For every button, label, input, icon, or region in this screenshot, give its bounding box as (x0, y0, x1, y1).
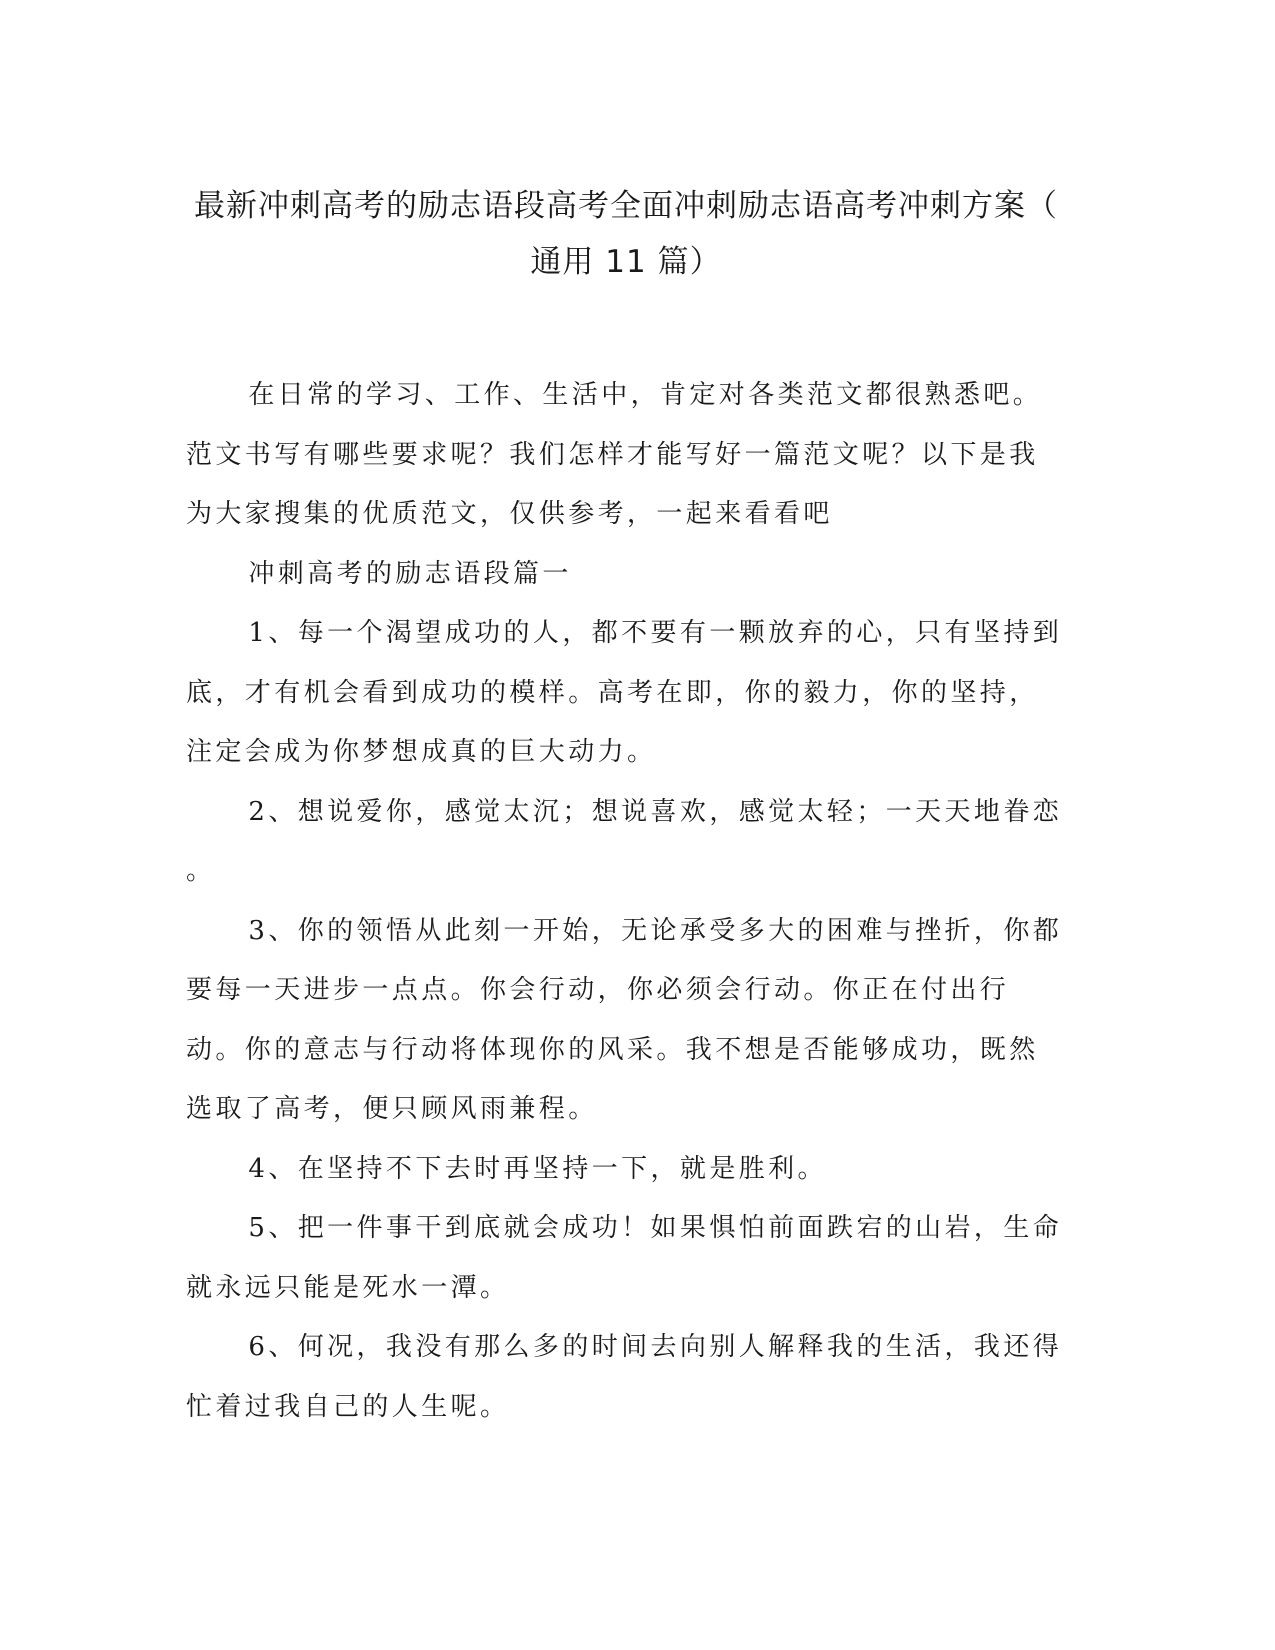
title-line-2: 通用 11 篇） (530, 244, 722, 280)
quote-paragraph-3: 3、你的领悟从此刻一开始，无论承受多大的困难与挫折，你都要每一天进步一点点。你会行动，你必须会行动。你正在付出行动。你的意志与行动将体现你的风采。我不想是否能够成功，既然选取了高考，便只顾风雨兼程。 (186, 915, 1063, 1124)
document-body (186, 366, 1066, 1437)
title-line-1: 最新冲刺高考的励志语段高考全面冲刺励志语高考冲刺方案（ (194, 188, 1058, 224)
quote-paragraph-1: 1、每一个渴望成功的人，都不要有一颗放弃的心，只有坚持到底，才有机会看到成功的模样。高考在即，你的毅力，你的坚持，注定会成为你梦想成真的巨大动力。 (186, 618, 1063, 767)
quote-paragraph-6: 6、何况，我没有那么多的时间去向别人解释我的生活，我还得忙着过我自己的人生呢。 (186, 1332, 1063, 1422)
document-title (186, 178, 1066, 290)
quote-paragraph-5: 5、把一件事干到底就会成功！如果惧怕前面跌宕的山岩，生命就永远只能是死水一潭。 (186, 1213, 1063, 1303)
quote-paragraph-2: 2、想说爱你，感觉太沉；想说喜欢，感觉太轻；一天天地眷恋 (248, 796, 1063, 827)
intro-paragraph: 在日常的学习、工作、生活中，肯定对各类范文都很熟悉吧。范文书写有哪些要求呢？我们怎样才能写好一篇范文呢？以下是我为大家搜集的优质范文，仅供参考，一起来看看吧 (186, 380, 1043, 529)
quote-paragraph-4: 4、在坚持不下去时再坚持一下，就是胜利。 (248, 1153, 827, 1184)
quote-paragraph-2-continuation: 。 (186, 856, 216, 886)
section-heading: 冲刺高考的励志语段篇一 (248, 558, 572, 589)
